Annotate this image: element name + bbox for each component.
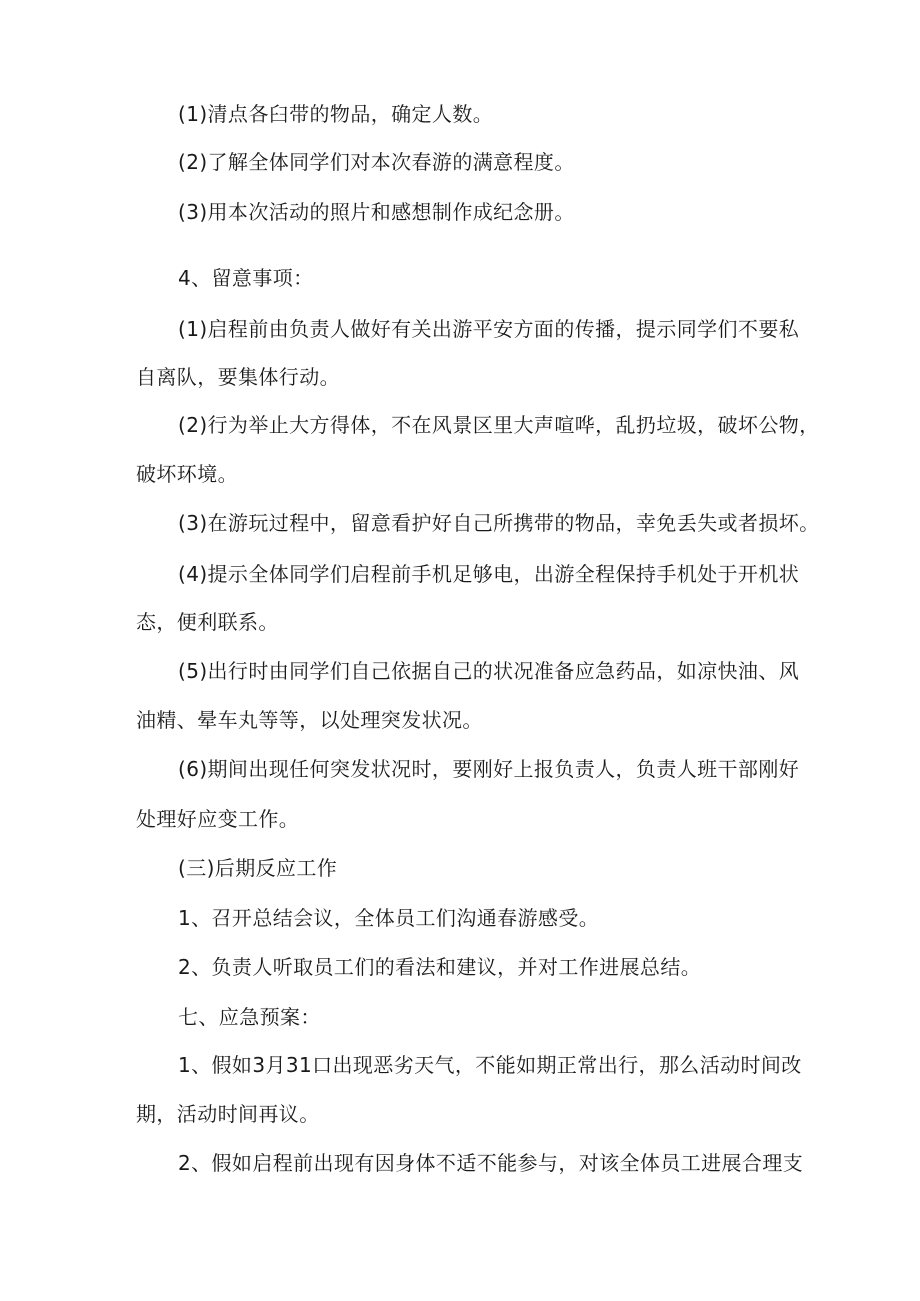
list-item-feedback: 2、负责人听取员工们的看法和建议，并对工作进展总结。: [178, 955, 702, 979]
list-item-summary-meeting: 1、召开总结会议，全体员工们沟通春游感受。: [178, 906, 600, 930]
paragraph-line: 破坏环境。: [136, 462, 238, 486]
list-item-check-items: (1)清点各臼带的物品，确定人数。: [178, 102, 494, 126]
paragraph-line: (3)在游玩过程中，留意看护好自己所携带的物品，幸免丢失或者损坏。: [178, 511, 820, 535]
list-item-album: (3)用本次活动的照片和感想制作成纪念册。: [178, 200, 575, 224]
section-heading-notes: 4、留意事项：: [178, 266, 314, 290]
paragraph-line: 油精、晕车丸等等，以处理突发状况。: [136, 708, 483, 732]
paragraph-line: (2)行为举止大方得体，不在风景区里大声喧哗，乱扔垃圾，破坏公物，: [178, 413, 820, 437]
list-item-satisfaction: (2)了解全体同学们对本次春游的满意程度。: [178, 150, 575, 174]
paragraph-line: (4)提示全体同学们启程前手机足够电，出游全程保持手机处于开机状: [178, 562, 800, 586]
paragraph-line: 态，便利联系。: [136, 610, 279, 634]
paragraph-line: 处理好应变工作。: [136, 807, 300, 831]
section-heading-followup: (三)后期反应工作: [178, 856, 338, 880]
paragraph-line: 1、假如3月31口出现恶劣天气，不能如期正常出行，那么活动时间改: [178, 1053, 802, 1077]
paragraph-line: 期，活动时间再议。: [136, 1102, 320, 1126]
section-heading-emergency: 七、应急预案：: [178, 1005, 321, 1029]
paragraph-line: 自离队，要集体行动。: [136, 365, 340, 389]
paragraph-line: (6)期间出现任何突发状况时，要刚好上报负责人，负责人班干部刚好: [178, 757, 800, 781]
paragraph-line: 2、假如启程前出现有因身体不适不能参与，对该全体员工进展合理支: [178, 1151, 804, 1175]
paragraph-line: (1)启程前由负责人做好有关出游平安方面的传播，提示同学们不要私: [178, 317, 800, 341]
paragraph-line: (5)出行时由同学们自己依据自己的状况准备应急药品，如凉快油、风: [178, 659, 800, 683]
